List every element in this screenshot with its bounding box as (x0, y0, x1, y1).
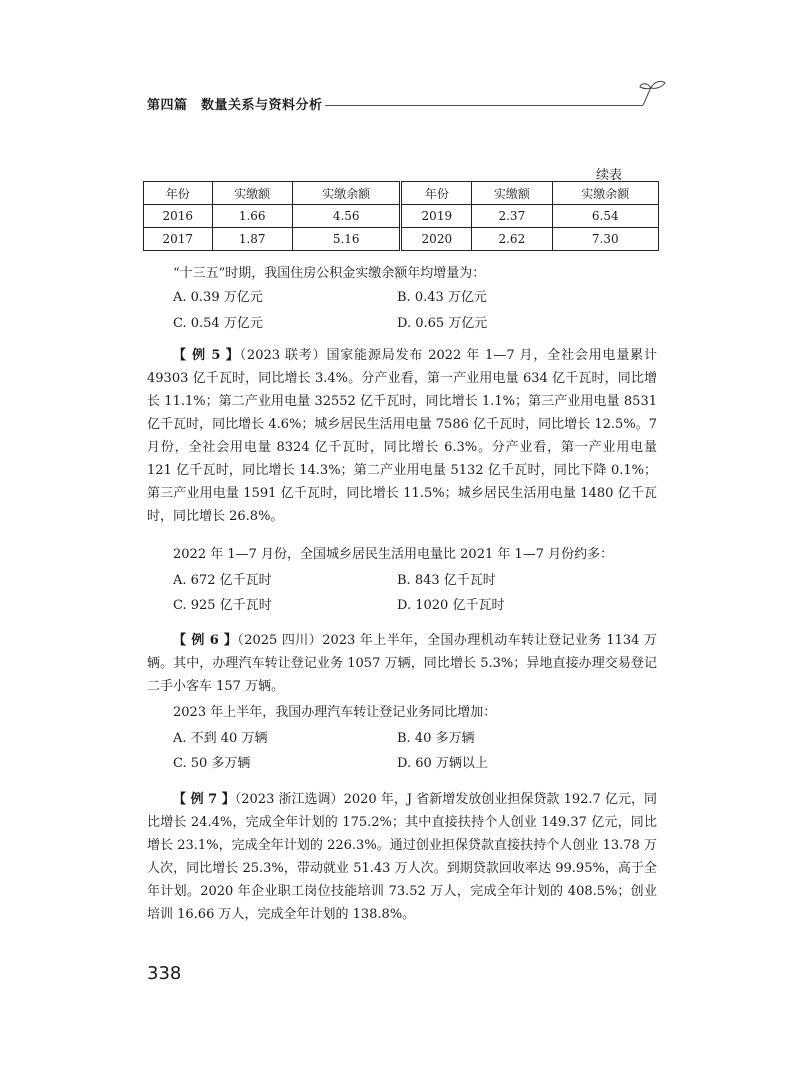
table-caption: 续表 (596, 168, 623, 183)
example-6-paragraph (147, 629, 657, 698)
table-cell: 1.66 (212, 205, 292, 228)
question-text: 2023 年上半年，我国办理汽车转让登记业务同比增加： (173, 705, 497, 720)
option-a: A. 0.39 万亿元 (173, 290, 263, 305)
example-tag: 【 例 7 】 (173, 792, 235, 807)
table-cell: 5.16 (292, 228, 401, 251)
example-text: 2020 年，J 省新增发放创业担保贷款 192.7 亿元，同比增长 24.4%，完成全年计划的 175.2%；其中直接扶持个人创业 149.37 亿元，同比增长 23.1%，完成全年计划的 226.3%。通过创业担保贷款直接扶持个人创业 13.78 万人次，同比增长 25.3%，带动就业 51.43 万人次。到期贷款回收率达 99.95%，高于全年计划。2020 年企业职工岗位技能培训 73.52 万人，完成全年计划的 408.5%；创业培训 16.66 万人，完成全年计划的 138.8%。 (147, 792, 658, 922)
table-cell: 7.30 (552, 228, 658, 251)
col-header: 年份 (144, 182, 213, 205)
question-text: 2022 年 1—7 月份，全国城乡居民生活用电量比 2021 年 1—7 月份约多： (173, 547, 614, 562)
option-d: D. 60 万辆以上 (397, 756, 488, 771)
option-d: D. 1020 亿千瓦时 (397, 598, 505, 613)
col-header: 实缴额 (472, 182, 552, 205)
table-cell: 2016 (144, 205, 213, 228)
option-c: C. 0.54 万亿元 (173, 316, 263, 331)
col-header: 年份 (401, 182, 472, 205)
header-rule (325, 105, 643, 106)
question-text: “十三五”时期，我国住房公积金实缴余额年均增量为： (173, 266, 486, 281)
table-cell: 4.56 (292, 205, 401, 228)
option-d: D. 0.65 万亿元 (397, 316, 488, 331)
option-c: C. 925 亿千瓦时 (173, 598, 272, 613)
table-cell: 6.54 (552, 205, 658, 228)
table-row (144, 205, 659, 228)
table-row (144, 228, 659, 251)
option-a: A. 不到 40 万辆 (173, 731, 268, 746)
table-cell: 2017 (144, 228, 213, 251)
example-source: （2023 联考） (239, 348, 327, 363)
option-a: A. 672 亿千瓦时 (173, 573, 272, 588)
col-header: 实缴余额 (552, 182, 658, 205)
running-header (147, 94, 667, 118)
col-header: 实缴额 (212, 182, 292, 205)
data-table (143, 181, 659, 251)
example-source: （2025 四川） (237, 633, 323, 648)
example-text: 2023 年上半年，全国办理机动车转让登记业务 1134 万辆。其中，办理汽车转让登记业务 1057 万辆，同比增长 5.3%；异地直接办理交易登记二手小客车 157 万辆。 (147, 633, 657, 694)
table-cell: 2019 (401, 205, 472, 228)
table-cell: 2.37 (472, 205, 552, 228)
example-tag: 【 例 6 】 (173, 633, 238, 648)
col-header: 实缴余额 (292, 182, 401, 205)
table-cell: 1.87 (212, 228, 292, 251)
example-7-paragraph (147, 788, 657, 926)
header-title: 第四篇 数量关系与资料分析 (147, 98, 323, 113)
option-b: B. 40 多万辆 (397, 731, 475, 746)
example-source: （2023 浙江选调） (234, 792, 344, 807)
example-tag: 【 例 5 】 (173, 348, 240, 363)
table-cell: 2020 (401, 228, 472, 251)
example-5-paragraph (147, 344, 657, 528)
sprout-icon (639, 80, 669, 106)
page-number: 338 (147, 963, 182, 984)
option-b: B. 0.43 万亿元 (397, 290, 487, 305)
example-text: 国家能源局发布 2022 年 1—7 月，全社会用电量累计 49303 亿千瓦时，同比增长 3.4%。分产业看，第一产业用电量 634 亿千瓦时，同比增长 11.1%；第二产业用电量 32552 亿千瓦时，同比增长 1.1%；第三产业用电量 8531 亿千瓦时，同比增长 4.6%；城乡居民生活用电量 7586 亿千瓦时，同比增长 12.5%。7 月份，全社会用电量 8324 亿千瓦时，同比增长 6.3%。分产业看，第一产业用电量 121 亿千瓦时，同比增长 14.3%；第二产业用电量 5132 亿千瓦时，同比下降 0.1%；第三产业用电量 1591 亿千瓦时，同比增长 11.5%；城乡居民生活用电量 1480 亿千瓦时，同比增长 26.8%。 (147, 348, 657, 524)
option-b: B. 843 亿千瓦时 (397, 573, 496, 588)
table-header-row (144, 182, 659, 205)
table-cell: 2.62 (472, 228, 552, 251)
option-c: C. 50 多万辆 (173, 756, 251, 771)
